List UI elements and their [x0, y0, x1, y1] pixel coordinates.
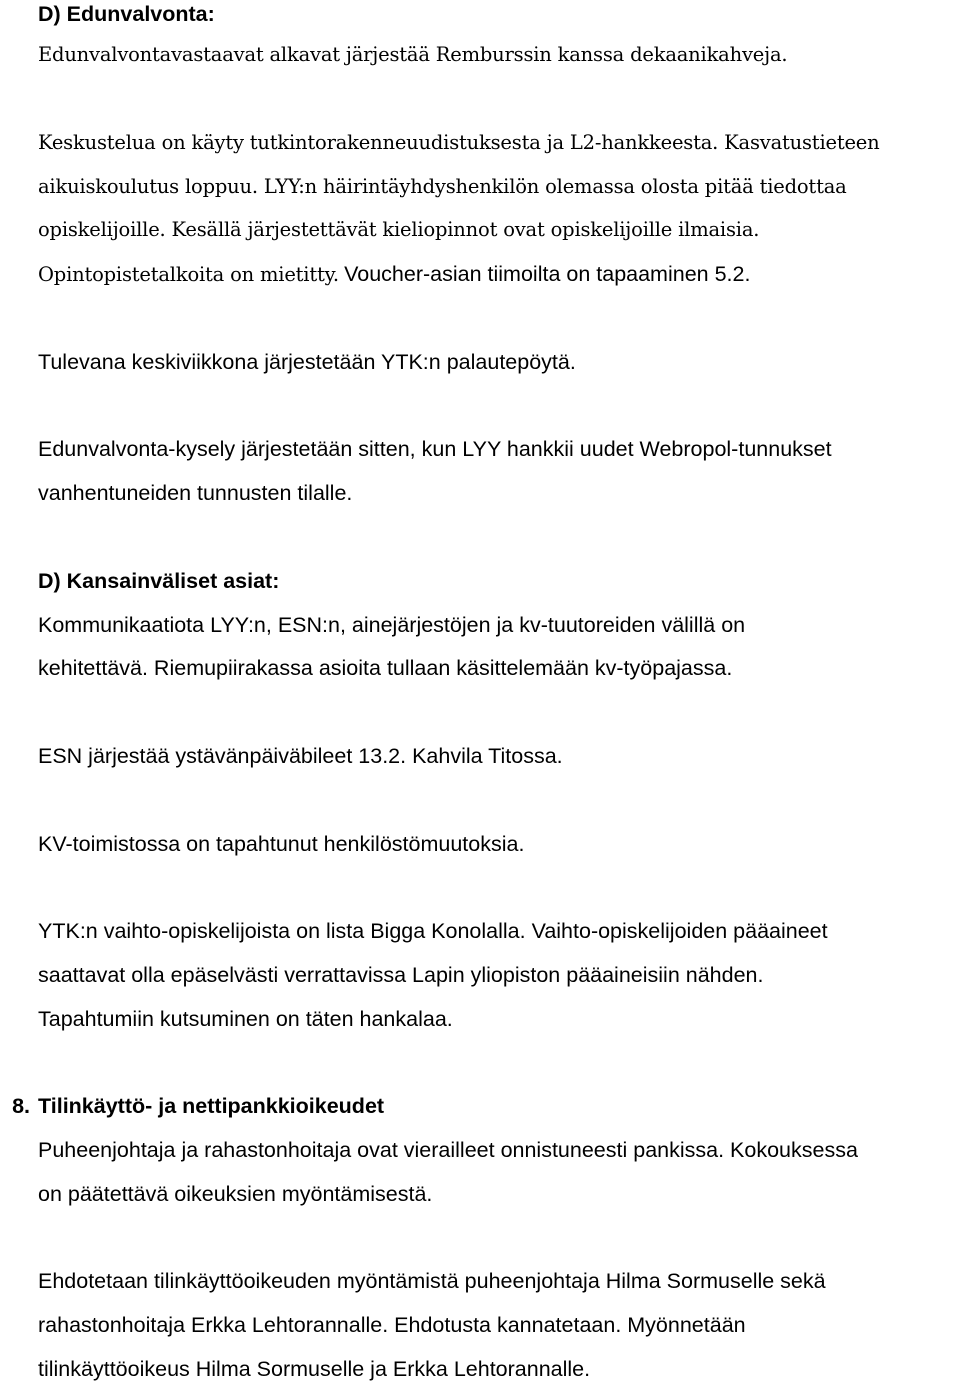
paragraph-line: YTK:n vaihto-opiskelijoista on lista Bigga Konolalla. Vaihto-opiskelijoiden pääaineet — [38, 919, 828, 943]
paragraph-line: aikuiskoulutus loppuu. LYY:n häirintäyhdyshenkilön olemassa olosta pitää tiedottaa — [38, 175, 847, 198]
paragraph-line: Ehdotetaan tilinkäyttöoikeuden myöntämistä puheenjohtaja Hilma Sormuselle sekä — [38, 1269, 826, 1293]
paragraph-fragment: Opintopistetalkoita on mietitty. — [38, 263, 339, 286]
section-number: 8. — [12, 1094, 30, 1118]
paragraph-line: Edunvalvonta-kysely järjestetään sitten, kun LYY hankkii uudet Webropol-tunnukset — [38, 437, 832, 461]
paragraph-line: Puheenjohtaja ja rahastonhoitaja ovat vierailleet onnistuneesti pankissa. Kokouksessa — [38, 1138, 858, 1162]
paragraph-line — [38, 260, 750, 289]
paragraph-line: Tapahtumiin kutsuminen on täten hankalaa. — [38, 1007, 453, 1031]
paragraph-line: Kommunikaatiota LYY:n, ESN:n, ainejärjestöjen ja kv-tuutoreiden välillä on — [38, 613, 746, 637]
paragraph-line: opiskelijoille. Kesällä järjestettävät kieliopinnot ovat opiskelijoille ilmaisia. — [38, 218, 760, 241]
section-heading-edunvalvonta: D) Edunvalvonta: — [38, 2, 215, 26]
paragraph-line: on päätettävä oikeuksien myöntämisestä. — [38, 1182, 433, 1206]
paragraph-fragment: Voucher-asian tiimoilta on tapaaminen 5.2. — [344, 262, 751, 286]
paragraph-line: Tulevana keskiviikkona järjestetään YTK:n palautepöytä. — [38, 350, 576, 374]
paragraph-line: KV-toimistossa on tapahtunut henkilöstömuutoksia. — [38, 832, 525, 856]
section-heading-kansainvaliset: D) Kansainväliset asiat: — [38, 569, 280, 593]
paragraph-line: ESN järjestää ystävänpäiväbileet 13.2. Kahvila Titossa. — [38, 744, 563, 768]
paragraph-line: saattavat olla epäselvästi verrattavissa Lapin yliopiston pääaineisiin nähden. — [38, 963, 764, 987]
paragraph-line: vanhentuneiden tunnusten tilalle. — [38, 481, 353, 505]
paragraph-line: Edunvalvontavastaavat alkavat järjestää Remburssin kanssa dekaanikahveja. — [38, 43, 788, 66]
paragraph-line: rahastonhoitaja Erkka Lehtorannalle. Ehdotusta kannatetaan. Myönnetään — [38, 1313, 746, 1337]
paragraph-line: Keskustelua on käyty tutkintorakenneuudistuksesta ja L2-hankkeesta. Kasvatustieteen — [38, 131, 880, 154]
paragraph-line: tilinkäyttöoikeus Hilma Sormuselle ja Erkka Lehtorannalle. — [38, 1357, 591, 1381]
paragraph-line: kehitettävä. Riemupiirakassa asioita tullaan käsittelemään kv-työpajassa. — [38, 656, 733, 680]
section-heading-tilinkaytto: Tilinkäyttö- ja nettipankkioikeudet — [38, 1094, 385, 1118]
